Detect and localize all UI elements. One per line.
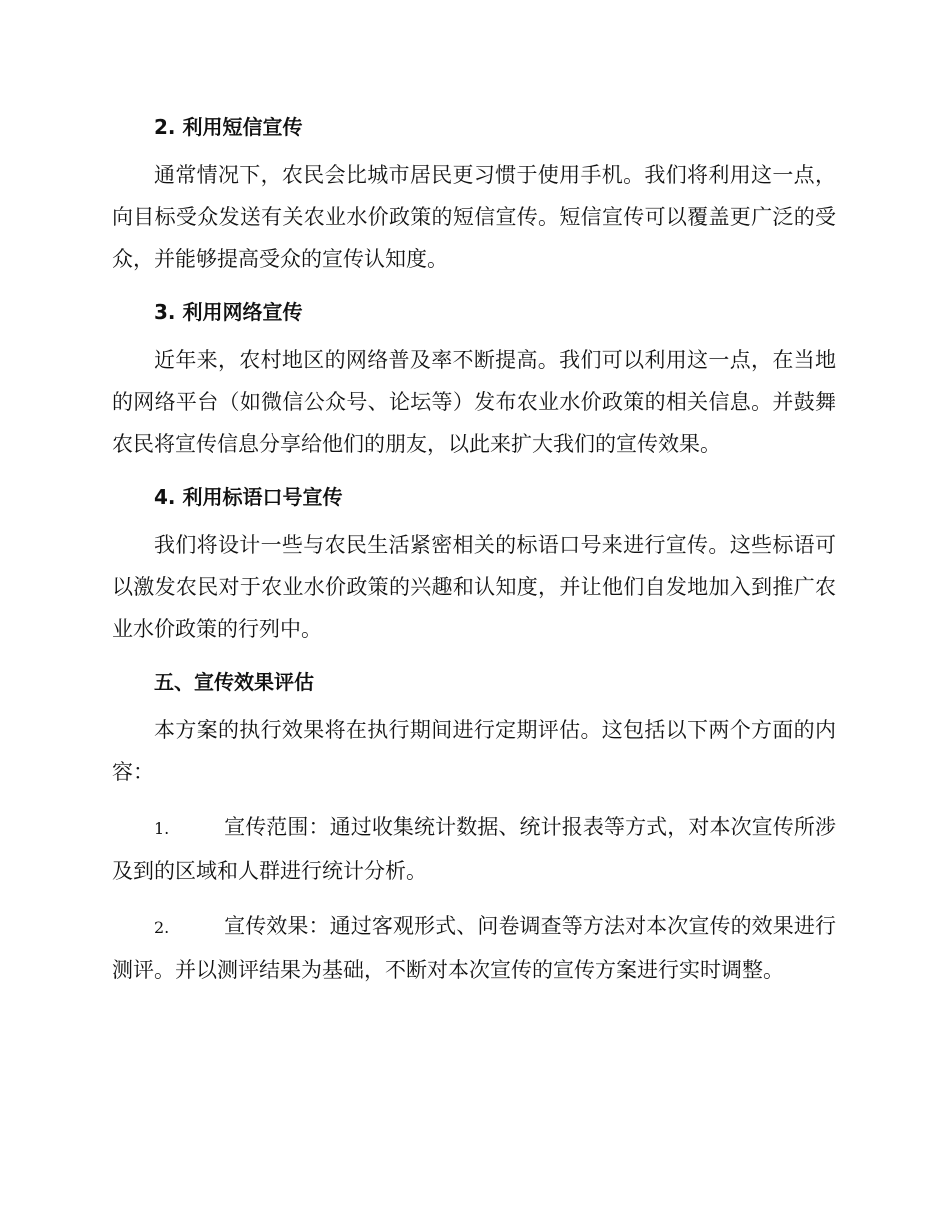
list-item-text: 宣传范围：通过收集统计数据、统计报表等方式，对本次宣传所涉及到的区域和人群进行统计分析。 [112, 815, 836, 883]
section-paragraph: 本方案的执行效果将在执行期间进行定期评估。这包括以下两个方面的内容： [112, 718, 836, 784]
section-paragraph: 我们将设计一些与农民生活紧密相关的标语口号来进行宣传。这些标语可以激发农民对于农业水价政策的兴趣和认知度，并让他们自发地加入到推广农业水价政策的行列中。 [112, 533, 836, 641]
section-heading: 3. 利用网络宣传 [154, 300, 303, 324]
list-item [112, 806, 836, 892]
list-item-number: 1. [154, 819, 170, 838]
section-paragraph: 通常情况下，农民会比城市居民更习惯于使用手机。我们将利用这一点，向目标受众发送有关农业水价政策的短信宣传。短信宣传可以覆盖更广泛的受众，并能够提高受众的宣传认知度。 [112, 163, 836, 271]
list-item [112, 905, 836, 991]
list-item-number: 2. [154, 918, 170, 937]
document-page [112, 108, 836, 1004]
section-heading: 2. 利用短信宣传 [154, 115, 303, 139]
section-evaluation [112, 663, 836, 991]
section-paragraph: 近年来，农村地区的网络普及率不断提高。我们可以利用这一点，在当地的网络平台（如微信公众号、论坛等）发布农业水价政策的相关信息。并鼓舞农民将宣传信息分享给他们的朋友，以此来扩大我们的宣传效果。 [112, 348, 836, 456]
list-item-text: 宣传效果：通过客观形式、问卷调查等方法对本次宣传的效果进行测评。并以测评结果为基础，不断对本次宣传的宣传方案进行实时调整。 [112, 914, 836, 982]
section-slogan [112, 478, 836, 650]
section-heading: 五、宣传效果评估 [154, 670, 314, 694]
section-network [112, 293, 836, 465]
section-heading: 4. 利用标语口号宣传 [154, 485, 343, 509]
section-sms [112, 108, 836, 280]
